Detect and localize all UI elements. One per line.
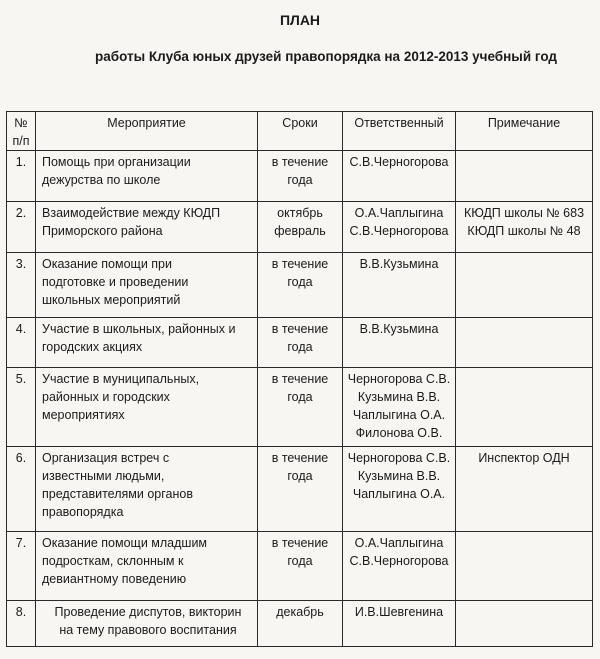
cell-term-line: в течение bbox=[271, 372, 329, 386]
cell-responsible-line: Черногорова С.В. bbox=[347, 451, 451, 465]
cell-responsible bbox=[343, 151, 456, 202]
plan-table-body bbox=[7, 151, 593, 647]
cell-term bbox=[258, 532, 343, 601]
cell-term-line: декабрь bbox=[276, 605, 324, 619]
header-note: Примечание bbox=[456, 112, 593, 151]
cell-num: 7. bbox=[7, 532, 36, 601]
cell-event-line: мероприятиях bbox=[42, 408, 125, 422]
cell-event-line: девиантному поведению bbox=[42, 572, 187, 586]
cell-term-line: февраль bbox=[274, 224, 326, 238]
cell-note-line: КЮДП школы № 48 bbox=[467, 224, 581, 238]
cell-event-line: правопорядка bbox=[42, 505, 124, 519]
cell-responsible bbox=[343, 447, 456, 532]
cell-note bbox=[456, 447, 593, 532]
cell-term-line: года bbox=[287, 554, 313, 568]
cell-event-line: дежурства по школе bbox=[42, 173, 161, 187]
cell-event-line: Оказание помощи младшим bbox=[42, 536, 208, 550]
cell-term-line: в течение bbox=[271, 257, 329, 271]
cell-term bbox=[258, 202, 343, 253]
cell-event-line: районных и городских bbox=[42, 390, 170, 404]
cell-note bbox=[456, 318, 593, 368]
cell-note bbox=[456, 601, 593, 647]
page-title: ПЛАН bbox=[279, 12, 321, 28]
cell-event-line: известными людьми, bbox=[42, 469, 165, 483]
cell-num: 2. bbox=[7, 202, 36, 253]
cell-responsible-line: В.В.Кузьмина bbox=[359, 257, 439, 271]
cell-event-line: городских акциях bbox=[42, 340, 143, 354]
cell-responsible bbox=[343, 253, 456, 318]
cell-responsible-line: Чаплыгина О.А. bbox=[352, 487, 446, 501]
cell-term bbox=[258, 253, 343, 318]
cell-event-line: Оказание помощи при bbox=[42, 257, 172, 271]
cell-term bbox=[258, 601, 343, 647]
cell-responsible-line: Кузьмина В.В. bbox=[357, 390, 441, 404]
cell-event-line: Проведение диспутов, викторин bbox=[54, 605, 242, 619]
cell-note bbox=[456, 253, 593, 318]
cell-term-line: в течение bbox=[271, 322, 329, 336]
table-row bbox=[7, 601, 593, 647]
cell-term-line: в течение bbox=[271, 451, 329, 465]
cell-term bbox=[258, 151, 343, 202]
header-num-line-2: п/п bbox=[12, 134, 30, 148]
cell-term-line: в течение bbox=[271, 536, 329, 550]
table-row bbox=[7, 253, 593, 318]
table-header-row bbox=[7, 112, 593, 151]
cell-responsible-line: Чаплыгина О.А. bbox=[352, 408, 446, 422]
cell-event-line: Участие в муниципальных, bbox=[42, 372, 200, 386]
cell-event bbox=[36, 447, 258, 532]
cell-responsible-line: В.В.Кузьмина bbox=[359, 322, 439, 336]
header-event: Мероприятие bbox=[36, 112, 258, 151]
cell-responsible-line: С.В.Черногорова bbox=[349, 155, 449, 169]
cell-responsible-line: С.В.Черногорова bbox=[349, 224, 449, 238]
cell-note bbox=[456, 368, 593, 447]
cell-term bbox=[258, 368, 343, 447]
cell-term-line: года bbox=[287, 173, 313, 187]
cell-responsible bbox=[343, 368, 456, 447]
cell-note bbox=[456, 151, 593, 202]
header-responsible: Ответственный bbox=[343, 112, 456, 151]
cell-note-line: Инспектор ОДН bbox=[478, 451, 570, 465]
cell-event-line: школьных мероприятий bbox=[42, 293, 181, 307]
cell-event-line: Приморского района bbox=[42, 224, 163, 238]
table-row bbox=[7, 318, 593, 368]
header-num-line-1: № bbox=[14, 116, 28, 130]
cell-event-line: на тему правового воспитания bbox=[59, 623, 237, 637]
cell-event bbox=[36, 601, 258, 647]
cell-num: 6. bbox=[7, 447, 36, 532]
cell-note bbox=[456, 532, 593, 601]
cell-responsible-line: Черногорова С.В. bbox=[347, 372, 451, 386]
cell-responsible bbox=[343, 601, 456, 647]
cell-term-line: года bbox=[287, 390, 313, 404]
table-row bbox=[7, 447, 593, 532]
table-row bbox=[7, 532, 593, 601]
cell-event-line: Взаимодействие между КЮДП bbox=[42, 206, 221, 220]
cell-event-line: Помощь при организации bbox=[42, 155, 191, 169]
cell-term-line: октябрь bbox=[277, 206, 323, 220]
cell-event bbox=[36, 202, 258, 253]
cell-event bbox=[36, 151, 258, 202]
cell-num: 8. bbox=[7, 601, 36, 647]
cell-note bbox=[456, 202, 593, 253]
header-term: Сроки bbox=[258, 112, 343, 151]
header-num bbox=[7, 112, 36, 151]
cell-note-line: КЮДП школы № 683 bbox=[463, 206, 585, 220]
cell-num: 3. bbox=[7, 253, 36, 318]
cell-event bbox=[36, 253, 258, 318]
cell-event-line: Организация встреч с bbox=[42, 451, 170, 465]
cell-event bbox=[36, 532, 258, 601]
cell-responsible-line: О.А.Чаплыгина bbox=[354, 536, 444, 550]
cell-responsible-line: О.А.Чаплыгина bbox=[354, 206, 444, 220]
cell-responsible-line: С.В.Черногорова bbox=[349, 554, 449, 568]
cell-responsible-line: Кузьмина В.В. bbox=[357, 469, 441, 483]
plan-table bbox=[6, 111, 593, 647]
cell-responsible-line: И.В.Шевгенина bbox=[354, 605, 444, 619]
cell-event bbox=[36, 368, 258, 447]
cell-term-line: года bbox=[287, 469, 313, 483]
cell-responsible bbox=[343, 318, 456, 368]
cell-event-line: представителями органов bbox=[42, 487, 193, 501]
page-subtitle: работы Клуба юных друзей правопорядка на 2012-2013 учебный год bbox=[95, 49, 557, 64]
cell-event-line: подготовке и проведении bbox=[42, 275, 189, 289]
cell-event-line: Участие в школьных, районных и bbox=[42, 322, 236, 336]
cell-num: 5. bbox=[7, 368, 36, 447]
cell-responsible-line: Филонова О.В. bbox=[355, 426, 443, 440]
cell-term-line: года bbox=[287, 275, 313, 289]
table-row bbox=[7, 151, 593, 202]
cell-term-line: года bbox=[287, 340, 313, 354]
cell-term-line: в течение bbox=[271, 155, 329, 169]
cell-event bbox=[36, 318, 258, 368]
table-row bbox=[7, 202, 593, 253]
cell-num: 4. bbox=[7, 318, 36, 368]
cell-responsible bbox=[343, 202, 456, 253]
table-row bbox=[7, 368, 593, 447]
cell-term bbox=[258, 318, 343, 368]
cell-responsible bbox=[343, 532, 456, 601]
cell-term bbox=[258, 447, 343, 532]
cell-event-line: подросткам, склонным к bbox=[42, 554, 184, 568]
cell-num: 1. bbox=[7, 151, 36, 202]
